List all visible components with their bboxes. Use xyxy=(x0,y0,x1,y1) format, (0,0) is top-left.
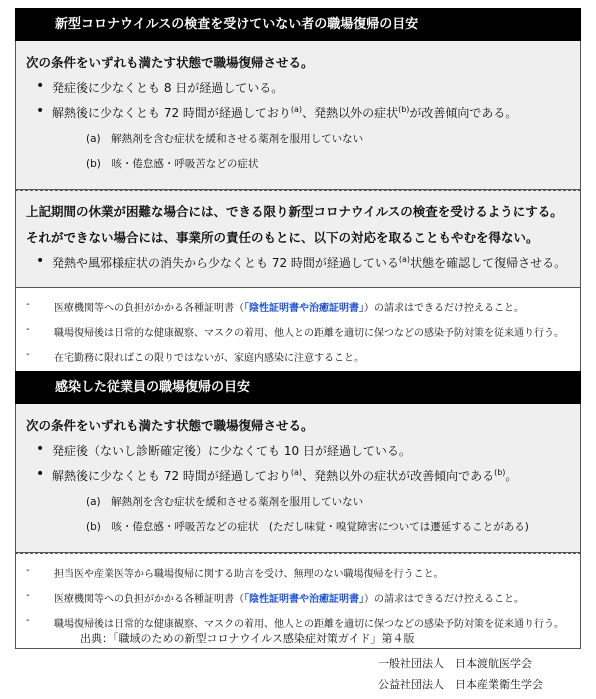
footnote-ref: (b) xyxy=(494,468,506,477)
dash-marker: - xyxy=(26,299,30,310)
bullet-item xyxy=(52,467,570,484)
bullet-text: 。 xyxy=(505,469,518,483)
note-text: 職場復帰後は日常的な健康観察、マスクの着用、他人との距離を適切に保つなどの感染予防対策を従来通り行う。 xyxy=(54,619,564,630)
note-text: ）の請求はできるだけ控えること。 xyxy=(364,303,524,314)
note-text: ）の請求はできるだけ控えること。 xyxy=(364,594,524,605)
bullet-item: • 発症後（ないし診断確定後）に少なくても 10 日が経過している。 xyxy=(52,442,570,459)
bullet-item: • 発症後に少なくとも 8 日が経過している。 xyxy=(52,79,570,96)
alternative-lead: それができない場合には、事業所の責任のもとに、以下の対応を取ることもやむを得ない。 xyxy=(26,230,539,245)
sub-item: (b) 咳・倦怠感・呼吸苦などの症状 (ただし味覚・嗅覚障害については遷延することがある) xyxy=(86,521,529,533)
note-item xyxy=(26,349,570,364)
dash-marker: - xyxy=(26,590,30,601)
conditions-lead: 次の条件をいずれも満たす状態で職場復帰させる。 xyxy=(26,418,314,433)
bullet-text: 、発熱以外の症状 xyxy=(302,106,399,120)
section-untested-return xyxy=(15,8,581,383)
dash-marker: - xyxy=(26,615,30,626)
note-item xyxy=(26,590,570,605)
alternative-box xyxy=(15,190,581,288)
note-item xyxy=(26,299,570,314)
highlight-text: 「陰性証明書や治癒証明書」 xyxy=(244,303,364,314)
footnote-ref: (a) xyxy=(290,105,303,114)
footnote-ref: (b) xyxy=(398,105,410,114)
note-item xyxy=(26,324,570,339)
bullet-text: 、発熱以外の症状が改善傾向である xyxy=(302,469,495,483)
bullet-text: 状態を確認して復帰させる。 xyxy=(410,256,567,270)
bullet-text: が改善傾向である。 xyxy=(409,106,518,120)
sub-item: (a) 解熱剤を含む症状を緩和させる薬剤を服用していない xyxy=(86,133,364,145)
bullet-text: 解熱後に少なくとも 72 時間が経過しており xyxy=(52,469,291,483)
footnote-ref: (a) xyxy=(290,468,303,477)
note-text: 医療機関等への負担がかかる各種証明書（ xyxy=(54,594,244,605)
note-text: 医療機関等への負担がかかる各種証明書（ xyxy=(54,303,244,314)
bullet-item xyxy=(52,254,570,271)
footnote-ref: (a) xyxy=(398,255,411,264)
sub-item: (b) 咳・倦怠感・呼吸苦などの症状 xyxy=(86,158,259,170)
organization-name: 公益社団法人 日本産業衛生学会 xyxy=(378,678,543,691)
dash-marker: - xyxy=(26,565,30,576)
alternative-lead: 上記期間の休業が困難な場合には、できる限り新型コロナウイルスの検査を受けるようにする。 xyxy=(26,204,563,219)
bullet-item xyxy=(52,104,570,121)
section-infected-return xyxy=(15,371,581,649)
highlight-text: 「陰性証明書や治癒証明書」 xyxy=(244,594,364,605)
dash-marker: - xyxy=(26,324,30,335)
bullet-text: 解熱後に少なくとも 72 時間が経過しており xyxy=(52,106,291,120)
note-item xyxy=(26,565,570,580)
note-text: 担当医や産業医等から職場復帰に関する助言を受け、無理のない職場復帰を行うこと。 xyxy=(54,569,444,580)
conditions-box xyxy=(15,404,581,553)
source-citation: 出典：「職域のための新型コロナウイルス感染症対策ガイド」第４版 xyxy=(80,632,415,645)
bullet-text: 発熱や風邪様症状の消失から少なくとも 72 時間が経過している xyxy=(52,256,399,270)
section-title: 感染した従業員の職場復帰の目安 xyxy=(15,371,581,404)
conditions-box xyxy=(15,41,581,190)
note-text: 在宅勤務に限ればこの限りではないが、家庭内感染に注意すること。 xyxy=(54,353,364,364)
dash-marker: - xyxy=(26,349,30,360)
conditions-lead: 次の条件をいずれも満たす状態で職場復帰させる。 xyxy=(26,55,314,70)
note-item xyxy=(26,615,570,630)
notes-box xyxy=(15,288,581,383)
organization-name: 一般社団法人 日本渡航医学会 xyxy=(378,657,532,670)
note-text: 職場復帰後は日常的な健康観察、マスクの着用、他人との距離を適切に保つなどの感染予防対策を従来通り行う。 xyxy=(54,328,564,339)
sub-item: (a) 解熱剤を含む症状を緩和させる薬剤を服用していない xyxy=(86,496,364,508)
section-title: 新型コロナウイルスの検査を受けていない者の職場復帰の目安 xyxy=(15,8,581,41)
